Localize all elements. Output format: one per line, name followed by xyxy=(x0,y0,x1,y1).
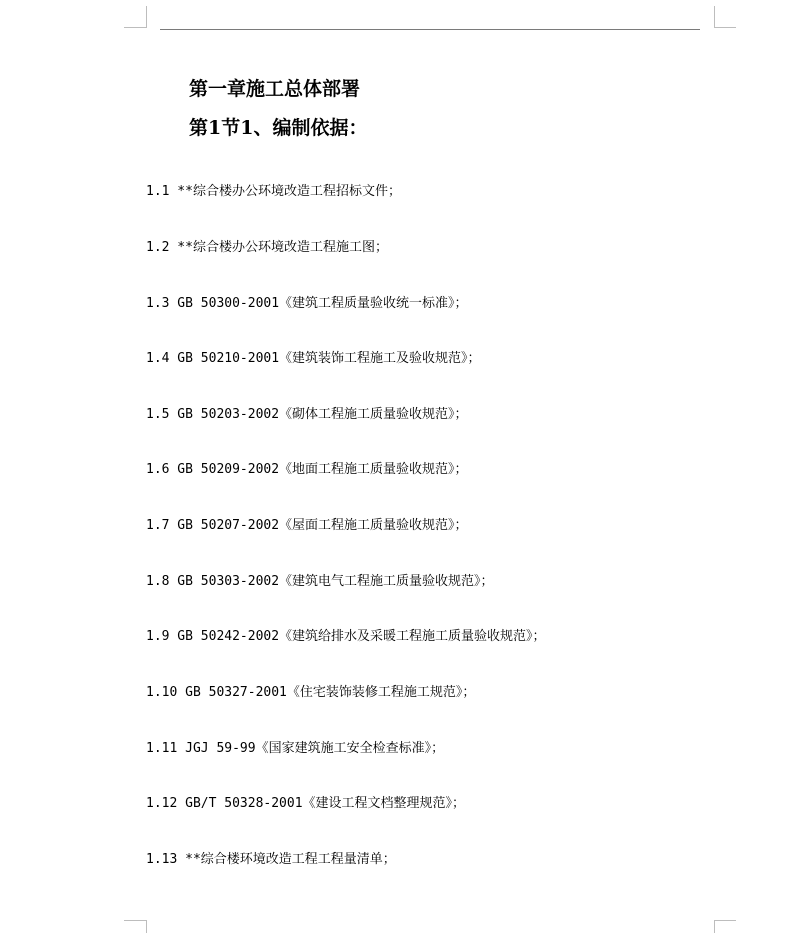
crop-mark-top-left-vertical xyxy=(146,6,147,28)
list-item: 1.2 **综合楼办公环境改造工程施工图； xyxy=(146,240,388,255)
section-title: 第1节1、编制依据： xyxy=(189,117,368,139)
crop-mark-top-right-vertical xyxy=(714,6,715,28)
crop-mark-top-left-horizontal xyxy=(124,27,146,28)
crop-mark-bottom-right-horizontal xyxy=(714,920,736,921)
list-item: 1.11 JGJ 59-99《国家建筑施工安全检查标准》； xyxy=(146,741,445,756)
crop-mark-bottom-left-horizontal xyxy=(124,920,146,921)
list-item: 1.7 GB 50207-2002《屋面工程施工质量验收规范》； xyxy=(146,518,468,533)
list-item: 1.4 GB 50210-2001《建筑装饰工程施工及验收规范》； xyxy=(146,351,481,366)
list-item: 1.5 GB 50203-2002《砌体工程施工质量验收规范》； xyxy=(146,407,468,422)
list-item: 1.9 GB 50242-2002《建筑给排水及采暖工程施工质量验收规范》； xyxy=(146,629,546,644)
list-item: 1.1 **综合楼办公环境改造工程招标文件； xyxy=(146,184,401,199)
chapter-title: 第一章施工总体部署 xyxy=(189,78,361,100)
list-item: 1.6 GB 50209-2002《地面工程施工质量验收规范》； xyxy=(146,462,468,477)
list-item: 1.13 **综合楼环境改造工程工程量清单； xyxy=(146,852,396,867)
header-rule xyxy=(160,29,700,30)
crop-mark-top-right-horizontal xyxy=(714,27,736,28)
list-item: 1.10 GB 50327-2001《住宅装饰装修工程施工规范》； xyxy=(146,685,476,700)
crop-mark-bottom-left-vertical xyxy=(146,920,147,933)
list-item: 1.8 GB 50303-2002《建筑电气工程施工质量验收规范》； xyxy=(146,574,494,589)
crop-mark-bottom-right-vertical xyxy=(714,920,715,933)
list-item: 1.3 GB 50300-2001《建筑工程质量验收统一标准》； xyxy=(146,296,468,311)
list-item: 1.12 GB/T 50328-2001《建设工程文档整理规范》； xyxy=(146,796,466,811)
